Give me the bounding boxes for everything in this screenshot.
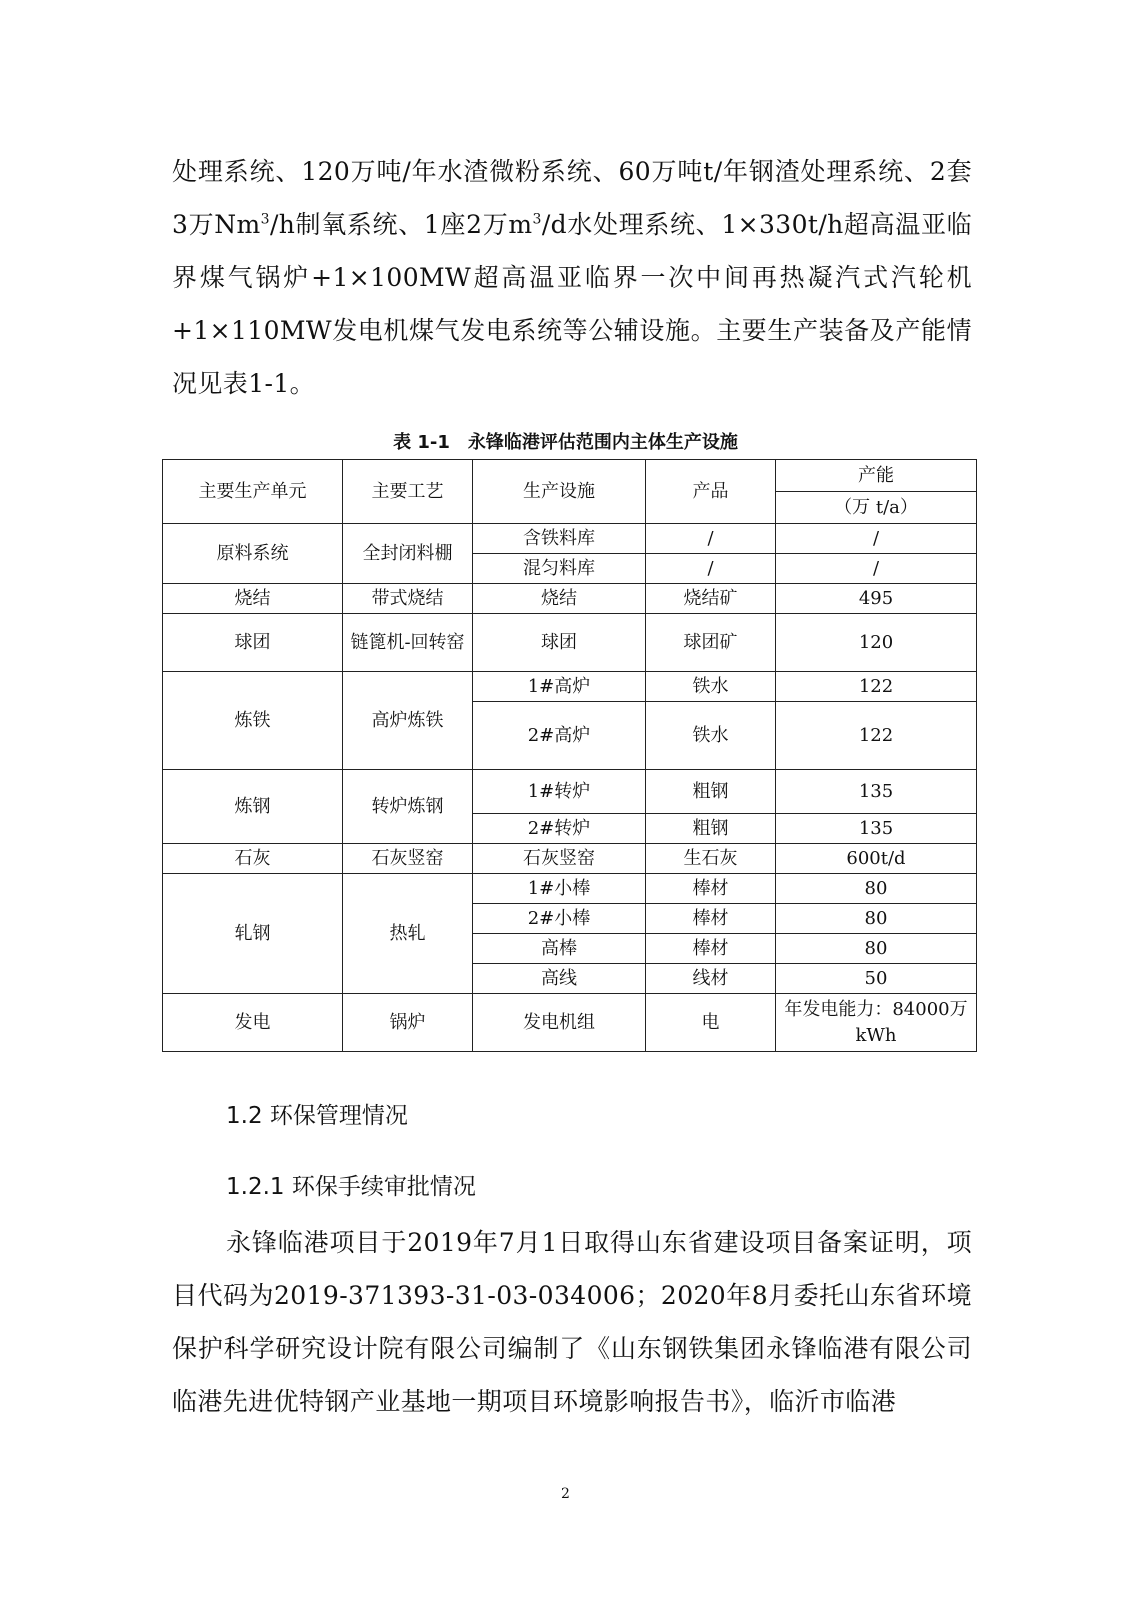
cell-unit: 发电 — [163, 994, 343, 1052]
table-row — [163, 584, 977, 614]
cell-facility: 球团 — [473, 614, 646, 672]
cell-process: 链篦机-回转窑 — [343, 614, 473, 672]
cell-capacity: 135 — [776, 770, 977, 814]
cell-facility: 烧结 — [473, 584, 646, 614]
intro-sup-1: 3 — [260, 211, 270, 228]
cell-capacity: 122 — [776, 672, 977, 702]
cell-facility: 高线 — [473, 964, 646, 994]
header-row — [163, 460, 977, 492]
cell-capacity: 80 — [776, 934, 977, 964]
header-capacity: 产能 — [776, 460, 977, 492]
cell-facility: 2#小棒 — [473, 904, 646, 934]
table-caption: 表 1-1 永锋临港评估范围内主体生产设施 — [393, 432, 738, 453]
cell-product: 球团矿 — [646, 614, 776, 672]
cell-unit: 球团 — [163, 614, 343, 672]
cell-process: 高炉炼铁 — [343, 672, 473, 770]
header-facility: 生产设施 — [473, 460, 646, 524]
cell-product: 粗钢 — [646, 814, 776, 844]
cell-process: 热轧 — [343, 874, 473, 994]
cell-product: 线材 — [646, 964, 776, 994]
cell-capacity: 年发电能力：84000万 kWh — [776, 994, 977, 1052]
cell-capacity: 600t/d — [776, 844, 977, 874]
cell-capacity: 80 — [776, 904, 977, 934]
cell-product: 粗钢 — [646, 770, 776, 814]
cell-facility: 混匀料库 — [473, 554, 646, 584]
cell-product: 生石灰 — [646, 844, 776, 874]
cell-process: 全封闭料棚 — [343, 524, 473, 584]
cell-product: 铁水 — [646, 672, 776, 702]
table-row — [163, 614, 977, 672]
intro-text-3: /d水处理系统、1×330t/h超高温亚临界煤气锅炉+1×100MW超高温亚临界一次中间再热凝汽式汽轮机+1×110MW发电机煤气发电系统等公辅设施。主要生产装备及产能情况见表1-1。 — [172, 210, 973, 398]
table-row — [163, 844, 977, 874]
table-row — [163, 770, 977, 814]
cell-process: 锅炉 — [343, 994, 473, 1052]
cell-facility: 高棒 — [473, 934, 646, 964]
approval-paragraph: 永锋临港项目于2019年7月1日取得山东省建设项目备案证明，项目代码为2019-371393-31-03-034006；2020年8月委托山东省环境保护科学研究设计院有限公司编制了《山东钢铁集团永锋临港有限公司临港先进优特钢产业基地一期项目环境影响报告书》，临沂市临港 — [172, 1228, 972, 1416]
cell-process: 转炉炼钢 — [343, 770, 473, 844]
cell-product: 棒材 — [646, 934, 776, 964]
cell-facility: 石灰竖窑 — [473, 844, 646, 874]
cell-capacity: 120 — [776, 614, 977, 672]
cell-process: 带式烧结 — [343, 584, 473, 614]
cell-capacity: 80 — [776, 874, 977, 904]
cell-capacity: / — [776, 524, 977, 554]
cell-unit: 原料系统 — [163, 524, 343, 584]
cell-unit: 烧结 — [163, 584, 343, 614]
cell-facility: 2#转炉 — [473, 814, 646, 844]
header-unit: 主要生产单元 — [163, 460, 343, 524]
header-product: 产品 — [646, 460, 776, 524]
page-number: 2 — [561, 1486, 570, 1502]
table-row — [163, 524, 977, 554]
header-capacity-unit: （万 t/a） — [776, 492, 977, 524]
cell-product: 棒材 — [646, 874, 776, 904]
facilities-table — [162, 459, 977, 1052]
cell-facility: 含铁料库 — [473, 524, 646, 554]
cell-unit: 炼钢 — [163, 770, 343, 844]
cell-product: 棒材 — [646, 904, 776, 934]
intro-text-2: /h制氧系统、1座2万m — [269, 210, 533, 239]
cell-unit: 石灰 — [163, 844, 343, 874]
header-process: 主要工艺 — [343, 460, 473, 524]
cell-product: 电 — [646, 994, 776, 1052]
cell-facility: 发电机组 — [473, 994, 646, 1052]
cell-capacity: / — [776, 554, 977, 584]
cell-facility: 1#高炉 — [473, 672, 646, 702]
cell-product: / — [646, 554, 776, 584]
subsection-heading: 1.2.1 环保手续审批情况 — [226, 1174, 476, 1200]
intro-sup-2: 3 — [532, 211, 542, 228]
cell-capacity: 135 — [776, 814, 977, 844]
table-row — [163, 994, 977, 1052]
cell-capacity: 122 — [776, 702, 977, 770]
cell-product: 铁水 — [646, 702, 776, 770]
cell-facility: 1#转炉 — [473, 770, 646, 814]
section-heading: 1.2 环保管理情况 — [226, 1103, 408, 1129]
table-row — [163, 672, 977, 702]
cell-facility: 1#小棒 — [473, 874, 646, 904]
cell-capacity: 495 — [776, 584, 977, 614]
intro-text-1: 处理系统、120万吨/年水渣微粉系统、60万吨t/年钢渣处理系统、2套3万Nm — [172, 157, 972, 239]
cell-product: 烧结矿 — [646, 584, 776, 614]
cell-facility: 2#高炉 — [473, 702, 646, 770]
intro-paragraph — [172, 145, 972, 410]
facilities-table-body — [163, 460, 977, 1052]
cell-unit: 轧钢 — [163, 874, 343, 994]
cell-unit: 炼铁 — [163, 672, 343, 770]
cell-capacity: 50 — [776, 964, 977, 994]
cell-process: 石灰竖窑 — [343, 844, 473, 874]
cell-product: / — [646, 524, 776, 554]
table-row — [163, 874, 977, 904]
